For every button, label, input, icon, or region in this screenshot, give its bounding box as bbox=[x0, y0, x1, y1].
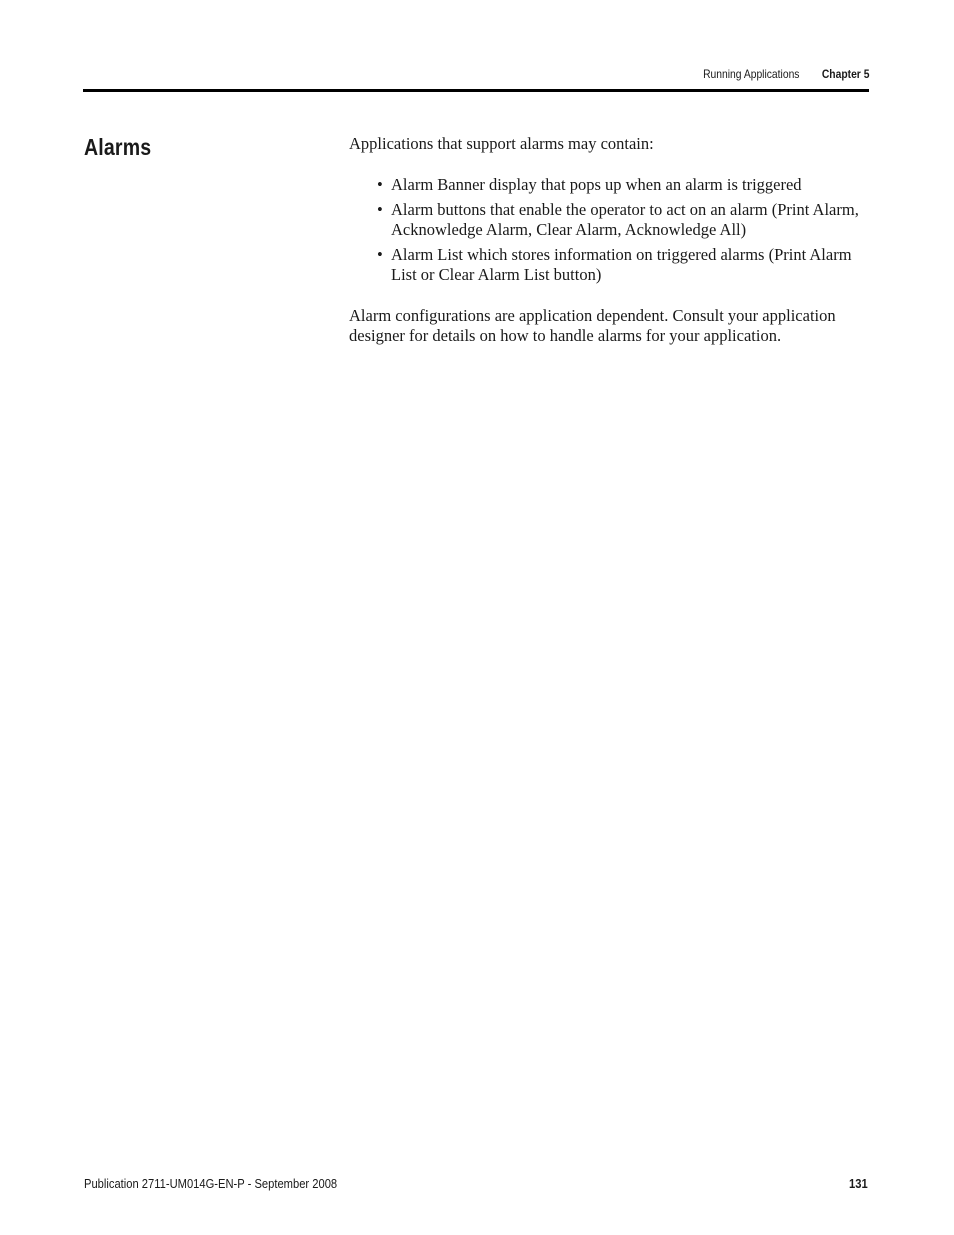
header-section-title: Running Applications bbox=[702, 67, 800, 81]
list-item-text: Alarm List which stores information on triggered alarms (Print Alarm List or Clear Alarm List button) bbox=[391, 245, 852, 284]
list-item-text: Alarm buttons that enable the operator to act on an alarm (Print Alarm, Acknowledge Alarm, Clear Alarm, Acknowledge All) bbox=[391, 200, 859, 239]
bullet-marker: • bbox=[377, 175, 383, 194]
bullet-marker: • bbox=[377, 200, 383, 219]
closing-paragraph: Alarm configurations are application dependent. Consult your application designer for details on how to handle alarms for your application. bbox=[349, 306, 836, 345]
section-heading: Alarms bbox=[84, 134, 152, 160]
header-chapter-label: Chapter 5 bbox=[821, 67, 869, 81]
page-number: 131 bbox=[849, 1176, 868, 1191]
alarm-feature-list bbox=[349, 175, 869, 285]
bullet-marker: • bbox=[377, 245, 383, 264]
list-item bbox=[349, 200, 869, 240]
publication-footer: Publication 2711-UM014G-EN-P - September 2008 bbox=[84, 1176, 338, 1191]
header-rule bbox=[83, 89, 869, 92]
running-header bbox=[703, 66, 869, 82]
list-item-text: Alarm Banner display that pops up when an alarm is triggered bbox=[391, 175, 802, 194]
section-body bbox=[349, 134, 869, 346]
intro-paragraph: Applications that support alarms may contain: bbox=[349, 134, 654, 153]
list-item bbox=[349, 245, 869, 285]
list-item bbox=[349, 175, 869, 195]
